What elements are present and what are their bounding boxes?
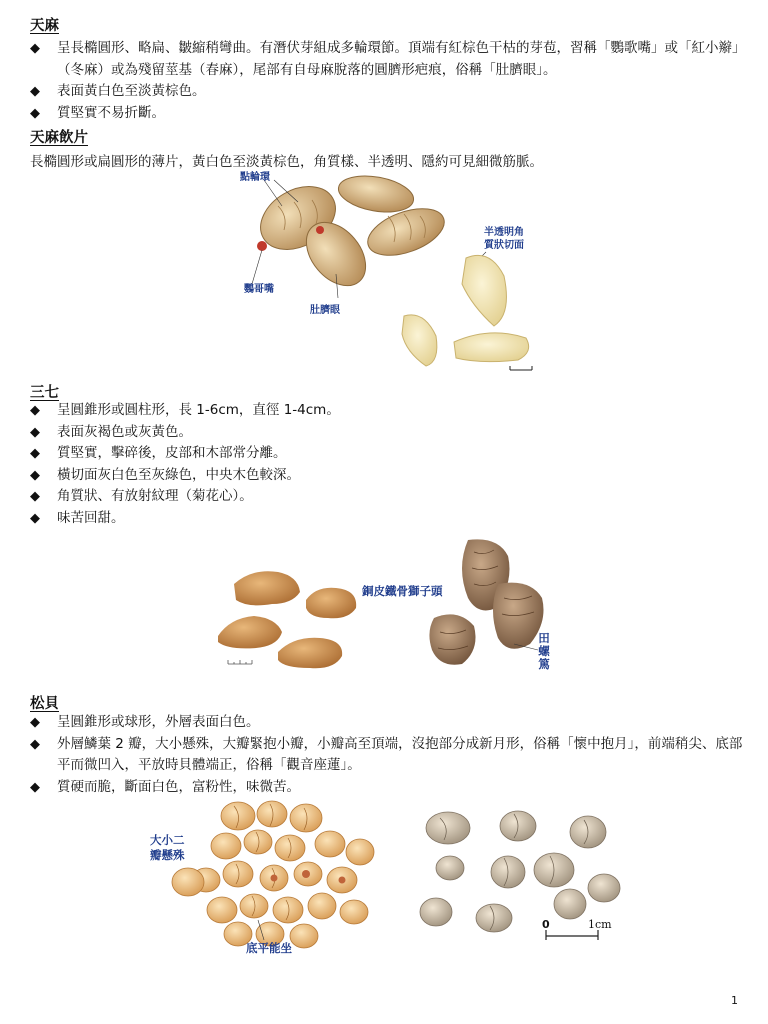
page-number: 1 (731, 994, 738, 1007)
songbei-gray-bulbs-illustration (410, 800, 626, 962)
list-item: ◆ 味苦回甜。 (30, 508, 750, 530)
diamond-bullet-icon: ◆ (30, 489, 40, 504)
tianma-photo-illustration (228, 166, 546, 378)
diamond-bullet-icon: ◆ (30, 779, 40, 795)
section-heading-songbei: 松貝 (30, 696, 59, 712)
list-item: ◆ 外層鱗葉 2 瓣，大小懸殊，大瓣緊抱小瓣，小瓣高至頂端，沒抱部分成新月形，俗稱「懷中抱月」，前端稍尖、底部平而微凹入，平放時貝體端正，俗稱「觀音座蓮」。 (30, 735, 743, 773)
label-size-2: 瓣懸殊 (150, 848, 185, 862)
diamond-bullet-icon: ◆ (30, 446, 40, 461)
label-lion-head: 銅皮鐵骨獅子頭 (362, 584, 443, 598)
songbei-bulbs (172, 801, 374, 948)
songbei-photo-figure-left (146, 800, 382, 970)
sanqi-bullet-list (30, 400, 750, 529)
list-item: ◆ 質堅實，擊碎後，皮部和木部常分離。 (30, 443, 750, 465)
list-item: ◆ 呈長橢圓形、略扁、皺縮稍彎曲。有潛伏芽組成多輪環節。頂端有紅棕色干枯的芽苞，習稱「鸚歌嘴」或「紅小辮」（冬麻）或為殘留莖基（春麻），尾部有自母麻脫落的圓臍形疤痕，俗稱「肚臍眼」。 (30, 40, 746, 78)
diamond-bullet-icon: ◆ (30, 510, 40, 526)
list-item: ◆ 表面黃白色至淡黃棕色。 (30, 81, 750, 103)
diamond-bullet-icon: ◆ (30, 424, 40, 440)
scale-bar (510, 366, 532, 370)
diamond-bullet-icon: ◆ (30, 467, 40, 483)
sanqi-root-3 (218, 616, 282, 648)
diamond-bullet-icon: ◆ (30, 105, 40, 121)
label-base: 底平能坐 (246, 941, 292, 955)
label-size-1: 大小二 (150, 833, 185, 847)
tianma-slices-description: 長橢圓形或扁圓形的薄片，黃白色至淡黃棕色，角質樣、半透明、隱約可見細微筋脈。 (30, 154, 543, 170)
scale-unit-label: 1cm (588, 918, 612, 931)
sanqi-root-7 (429, 614, 475, 664)
diamond-bullet-icon: ◆ (30, 715, 40, 730)
tianma-slice-2 (402, 315, 437, 366)
list-item: ◆ 質硬而脆，斷面白色，富粉性，味微苦。 (30, 777, 750, 799)
label-snail: 田螺篤 (538, 631, 550, 671)
tianma-tuber-2 (336, 171, 417, 218)
section-heading-tianma: 天麻 (30, 18, 59, 34)
diamond-bullet-icon: ◆ (30, 736, 40, 752)
sanqi-root-2 (306, 588, 356, 619)
diamond-bullet-icon: ◆ (30, 84, 40, 99)
songbei-photo-figure-right (410, 800, 626, 962)
tianma-slice-3 (454, 333, 529, 362)
sanqi-root-1 (234, 571, 300, 605)
songbei-gray-bulbs (420, 811, 620, 932)
diamond-bullet-icon: ◆ (30, 41, 40, 56)
list-item: ◆ 表面灰褐色或灰黃色。 (30, 422, 750, 444)
label-rings: 點輪環 (240, 172, 270, 183)
scale-bar (228, 660, 252, 664)
diamond-bullet-icon: ◆ (30, 403, 40, 418)
label-cut-1: 半透明角 (484, 227, 524, 238)
tianma-photo-figure (228, 166, 546, 378)
label-cut-2: 質狀切面 (484, 240, 524, 251)
sanqi-photo-figure (212, 532, 560, 684)
section-heading-tianma-slices: 天麻飲片 (30, 130, 88, 146)
list-item: ◆ 橫切面灰白色至灰綠色，中央木色較深。 (30, 465, 750, 487)
label-beak: 鸚哥嘴 (244, 284, 274, 295)
songbei-bullet-list (30, 712, 750, 798)
section-heading-sanqi: 三七 (30, 385, 59, 401)
list-item: ◆ 角質狀、有放射紋理（菊花心）。 (30, 486, 750, 508)
list-item: ◆ 呈圓錐形或球形，外層表面白色。 (30, 712, 750, 734)
list-item: ◆ 質堅實不易折斷。 (30, 103, 750, 125)
sanqi-root-4 (278, 638, 342, 668)
scale-zero-label: 0 (542, 918, 550, 931)
list-item: ◆ 呈圓錐形或圓柱形，長 1-6cm，直徑 1-4cm。 (30, 400, 750, 422)
label-navel: 肚臍眼 (310, 305, 340, 316)
tianma-slice-1 (462, 255, 506, 326)
sanqi-photo-illustration (212, 532, 560, 684)
tianma-bullet-list (30, 38, 750, 124)
scale-bar (546, 930, 598, 940)
